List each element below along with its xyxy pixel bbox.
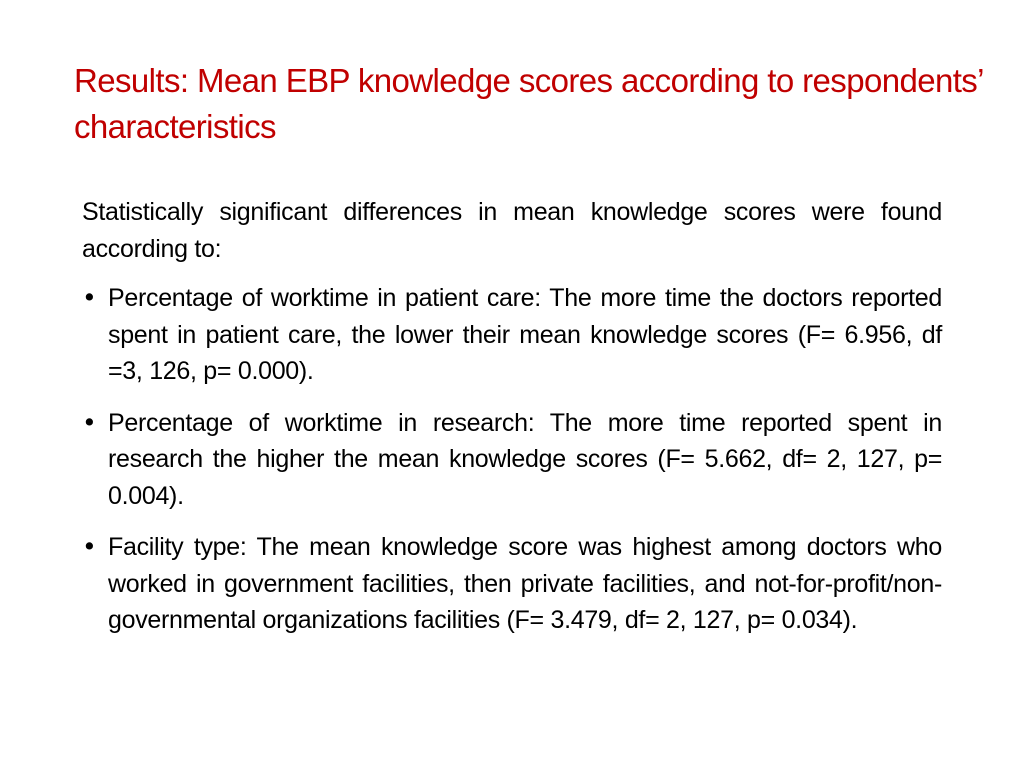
- bullet-item-facility-type: [82, 529, 942, 639]
- bullet-item-patient-care: [82, 280, 942, 390]
- bullet-text-facility-type: Facility type: The mean knowledge score was highest among doctors who worked in government facilities, then private facilities, and not-for-profit/non-governmental organizations facilities (F= 3.479, df= 2, 127, p= 0.034).: [108, 533, 942, 634]
- bullet-icon: •: [82, 407, 97, 437]
- bullet-text-patient-care: Percentage of worktime in patient care: The more time the doctors reported spent in patient care, the lower their mean knowledge scores (F= 6.956, df =3, 126, p= 0.000).: [108, 284, 942, 385]
- bullet-item-research: [82, 405, 942, 515]
- bullet-icon: •: [82, 283, 97, 312]
- slide-title: Results: Mean EBP knowledge scores according to respondents’ characteristics: [74, 62, 983, 145]
- intro-paragraph: Statistically significant differences in mean knowledge scores were found according to:: [82, 198, 942, 263]
- bullet-icon: •: [82, 532, 97, 561]
- slide-body: [82, 194, 942, 639]
- bullet-list: [82, 280, 942, 639]
- bullet-text-research: Percentage of worktime in research: The more time reported spent in research the higher the mean knowledge scores (F= 5.662, df= 2, 127, p= 0.004).: [108, 408, 942, 510]
